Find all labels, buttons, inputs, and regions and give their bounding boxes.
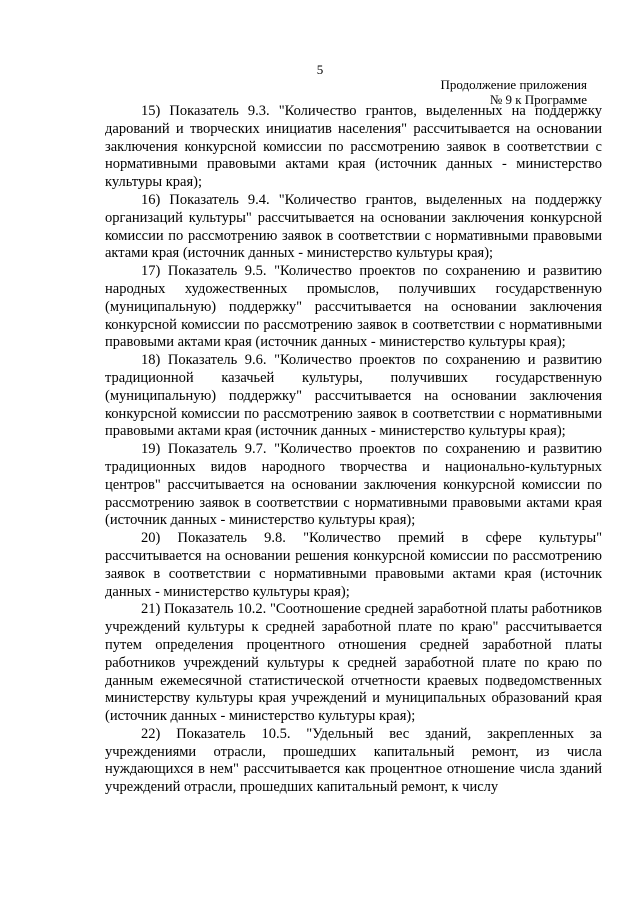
- appendix-header-line-2: № 9 к Программе: [489, 92, 587, 107]
- paragraph-item-22: 22) Показатель 10.5. "Удельный вес зданий, закрепленных за учреждениями отрасли, прошедших капитальный ремонт, из числа нуждающихся в нем" рассчитывается как процентное отношение числа зданий учреждений отрасли, прошедших капитальный ремонт, к числу: [105, 725, 602, 796]
- paragraph-item-15: 15) Показатель 9.3. "Количество грантов, выделенных на поддержку дарований и творческих инициатив населения" рассчитывается на основании заключения конкурсной комиссии по рассмотрению заявок в соответствии с нормативными правовыми актами края (источник данных - министерство культуры края);: [105, 103, 602, 191]
- paragraph-item-19: 19) Показатель 9.7. "Количество проектов по сохранению и развитию традиционных видов народного творчества и национально-культурных центров" рассчитывается на основании заключения конкурсной комиссии по рассмотрению заявок в соответствии с нормативными правовыми актами края (источник данных - министерство культуры края);: [105, 441, 602, 529]
- paragraph-item-20: 20) Показатель 9.8. "Количество премий в сфере культуры" рассчитывается на основании решения конкурсной комиссии по рассмотрению заявок в соответствии с нормативными правовыми актами края (источник данных - министерство культуры края);: [105, 530, 602, 600]
- page-number: 5: [316, 62, 324, 77]
- paragraph-item-18: 18) Показатель 9.6. "Количество проектов по сохранению и развитию традиционной казачьей культуры, получивших государственную (муниципальную) поддержку" рассчитывается на основании заключения конкурсной комиссии по рассмотрению заявок в соответствии с нормативными правовыми актами края (источник данных - министерство культуры края);: [105, 352, 602, 440]
- paragraph-item-21: 21) Показатель 10.2. "Соотношение средней заработной платы работников учреждений культуры к средней заработной плате по краю" рассчитывается путем определения процентного отношения средней заработной платы работников учреждений культуры к средней заработной плате по краю по данным ежемесячной статистической отчетности краевых подведомственных министерству культуры края учреждений и муниципальных образований края (источник данных - министерство культуры края);: [105, 601, 602, 725]
- document-body: [105, 103, 602, 797]
- paragraph-item-17: 17) Показатель 9.5. "Количество проектов по сохранению и развитию народных художественных промыслов, получивших государственную (муниципальную) поддержку" рассчитывается на основании заключения конкурсной комиссии по рассмотрению заявок в соответствии с нормативными правовыми актами края (источник данных - министерство культуры края);: [105, 263, 602, 351]
- paragraph-item-16: 16) Показатель 9.4. "Количество грантов, выделенных на поддержку организаций культуры" рассчитывается на основании заключения конкурсной комиссии по рассмотрению заявок в соответствии с нормативными правовыми актами края (источник данных - министерство культуры края);: [105, 191, 602, 262]
- appendix-header-line-1: Продолжение приложения: [440, 77, 587, 92]
